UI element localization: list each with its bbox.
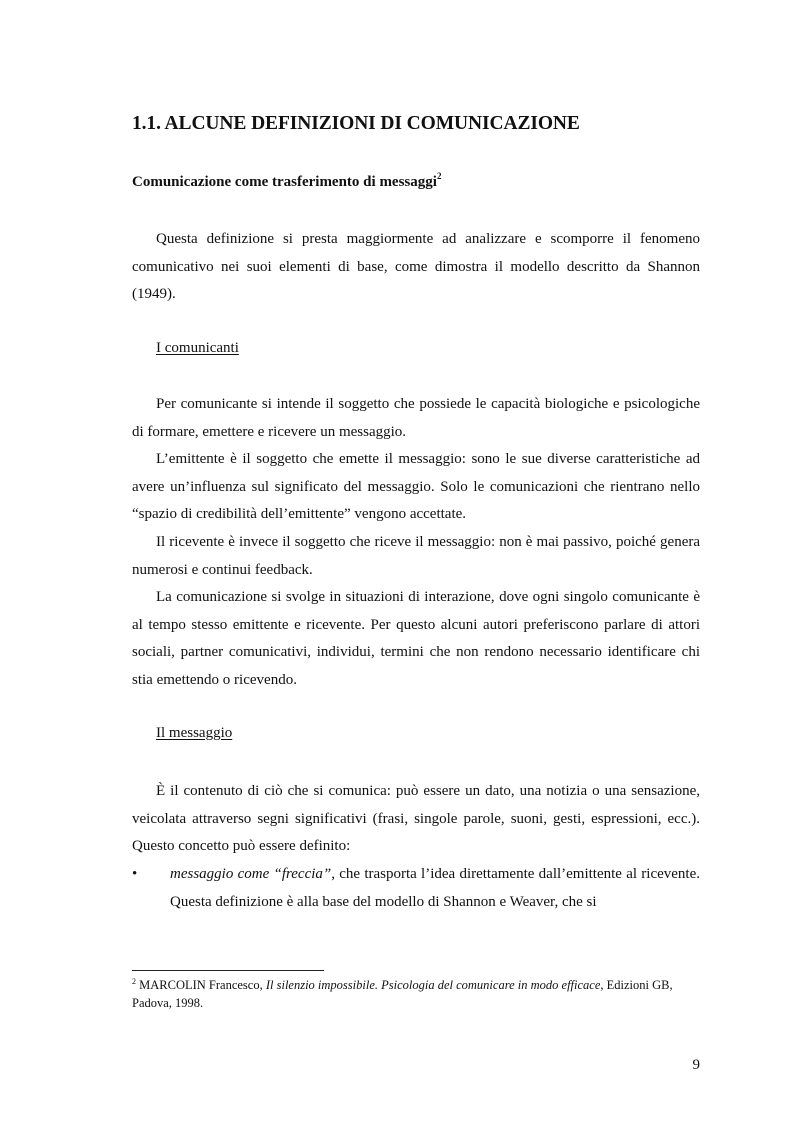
comunicanti-paragraph-2: L’emittente è il soggetto che emette il messaggio: sono le sue diverse caratteristiche ad avere un’influenza sul significato del messaggio. Solo le comunicazioni che rientrano nello “spazio di credibilità dell’emittente” vengono accettate. bbox=[132, 451, 700, 523]
bullet-italic-term: messaggio come “freccia” bbox=[170, 866, 332, 882]
footnote-publisher: , Edizioni GB, Padova, 1998. bbox=[132, 978, 673, 1010]
subtitle bbox=[132, 171, 442, 191]
comunicanti-paragraph-4: La comunicazione si svolge in situazioni di interazione, dove ogni singolo comunicante è al tempo stesso emittente e ricevente. Per questo alcuni autori preferiscono parlare di attori sociali, partner comunicativi, individui, termini che non rendono necessario identificare chi stia emettendo o ricevendo. bbox=[132, 589, 700, 688]
comunicanti-heading: I comunicanti bbox=[156, 340, 239, 356]
footnote bbox=[132, 976, 700, 1012]
footnote-title: Il silenzio impossibile. Psicologia del comunicare in modo efficace bbox=[265, 978, 601, 992]
footnote-divider bbox=[132, 970, 324, 971]
bullet-icon: • bbox=[132, 866, 138, 882]
footnote-author: MARCOLIN Francesco, bbox=[136, 978, 266, 992]
bullet-text bbox=[170, 861, 700, 916]
page-number: 9 bbox=[692, 1057, 700, 1073]
messaggio-paragraph-1: È il contenuto di ciò che si comunica: può essere un dato, una notizia o una sensazione, veicolata attraverso segni significativi (frasi, singole parole, suoni, gesti, espressioni, ecc.). Questo concetto può essere definito: bbox=[132, 783, 700, 855]
bullet-item bbox=[132, 861, 700, 916]
bullet-body: , che trasporta l’idea direttamente dall’emittente al ricevente. Questa definizione è alla base del modello di Shannon e Weaver, che si bbox=[170, 866, 700, 910]
intro-paragraph: Questa definizione si presta maggiormente ad analizzare e scomporre il fenomeno comunicativo nei suoi elementi di base, come dimostra il modello descritto da Shannon (1949). bbox=[132, 231, 700, 303]
footnote-ref[interactable]: 2 bbox=[436, 171, 442, 181]
subtitle-text: Comunicazione come trasferimento di messaggi bbox=[132, 174, 437, 190]
footnote-number: 2 bbox=[132, 977, 136, 986]
comunicanti-paragraph-3: Il ricevente è invece il soggetto che riceve il messaggio: non è mai passivo, poiché genera numerosi e continui feedback. bbox=[132, 534, 700, 578]
comunicanti-paragraph-1: Per comunicante si intende il soggetto che possiede le capacità biologiche e psicologiche di formare, emettere e ricevere un messaggio. bbox=[132, 396, 700, 440]
messaggio-heading: Il messaggio bbox=[156, 725, 233, 741]
section-title: 1.1. ALCUNE DEFINIZIONI DI COMUNICAZIONE bbox=[132, 113, 580, 134]
